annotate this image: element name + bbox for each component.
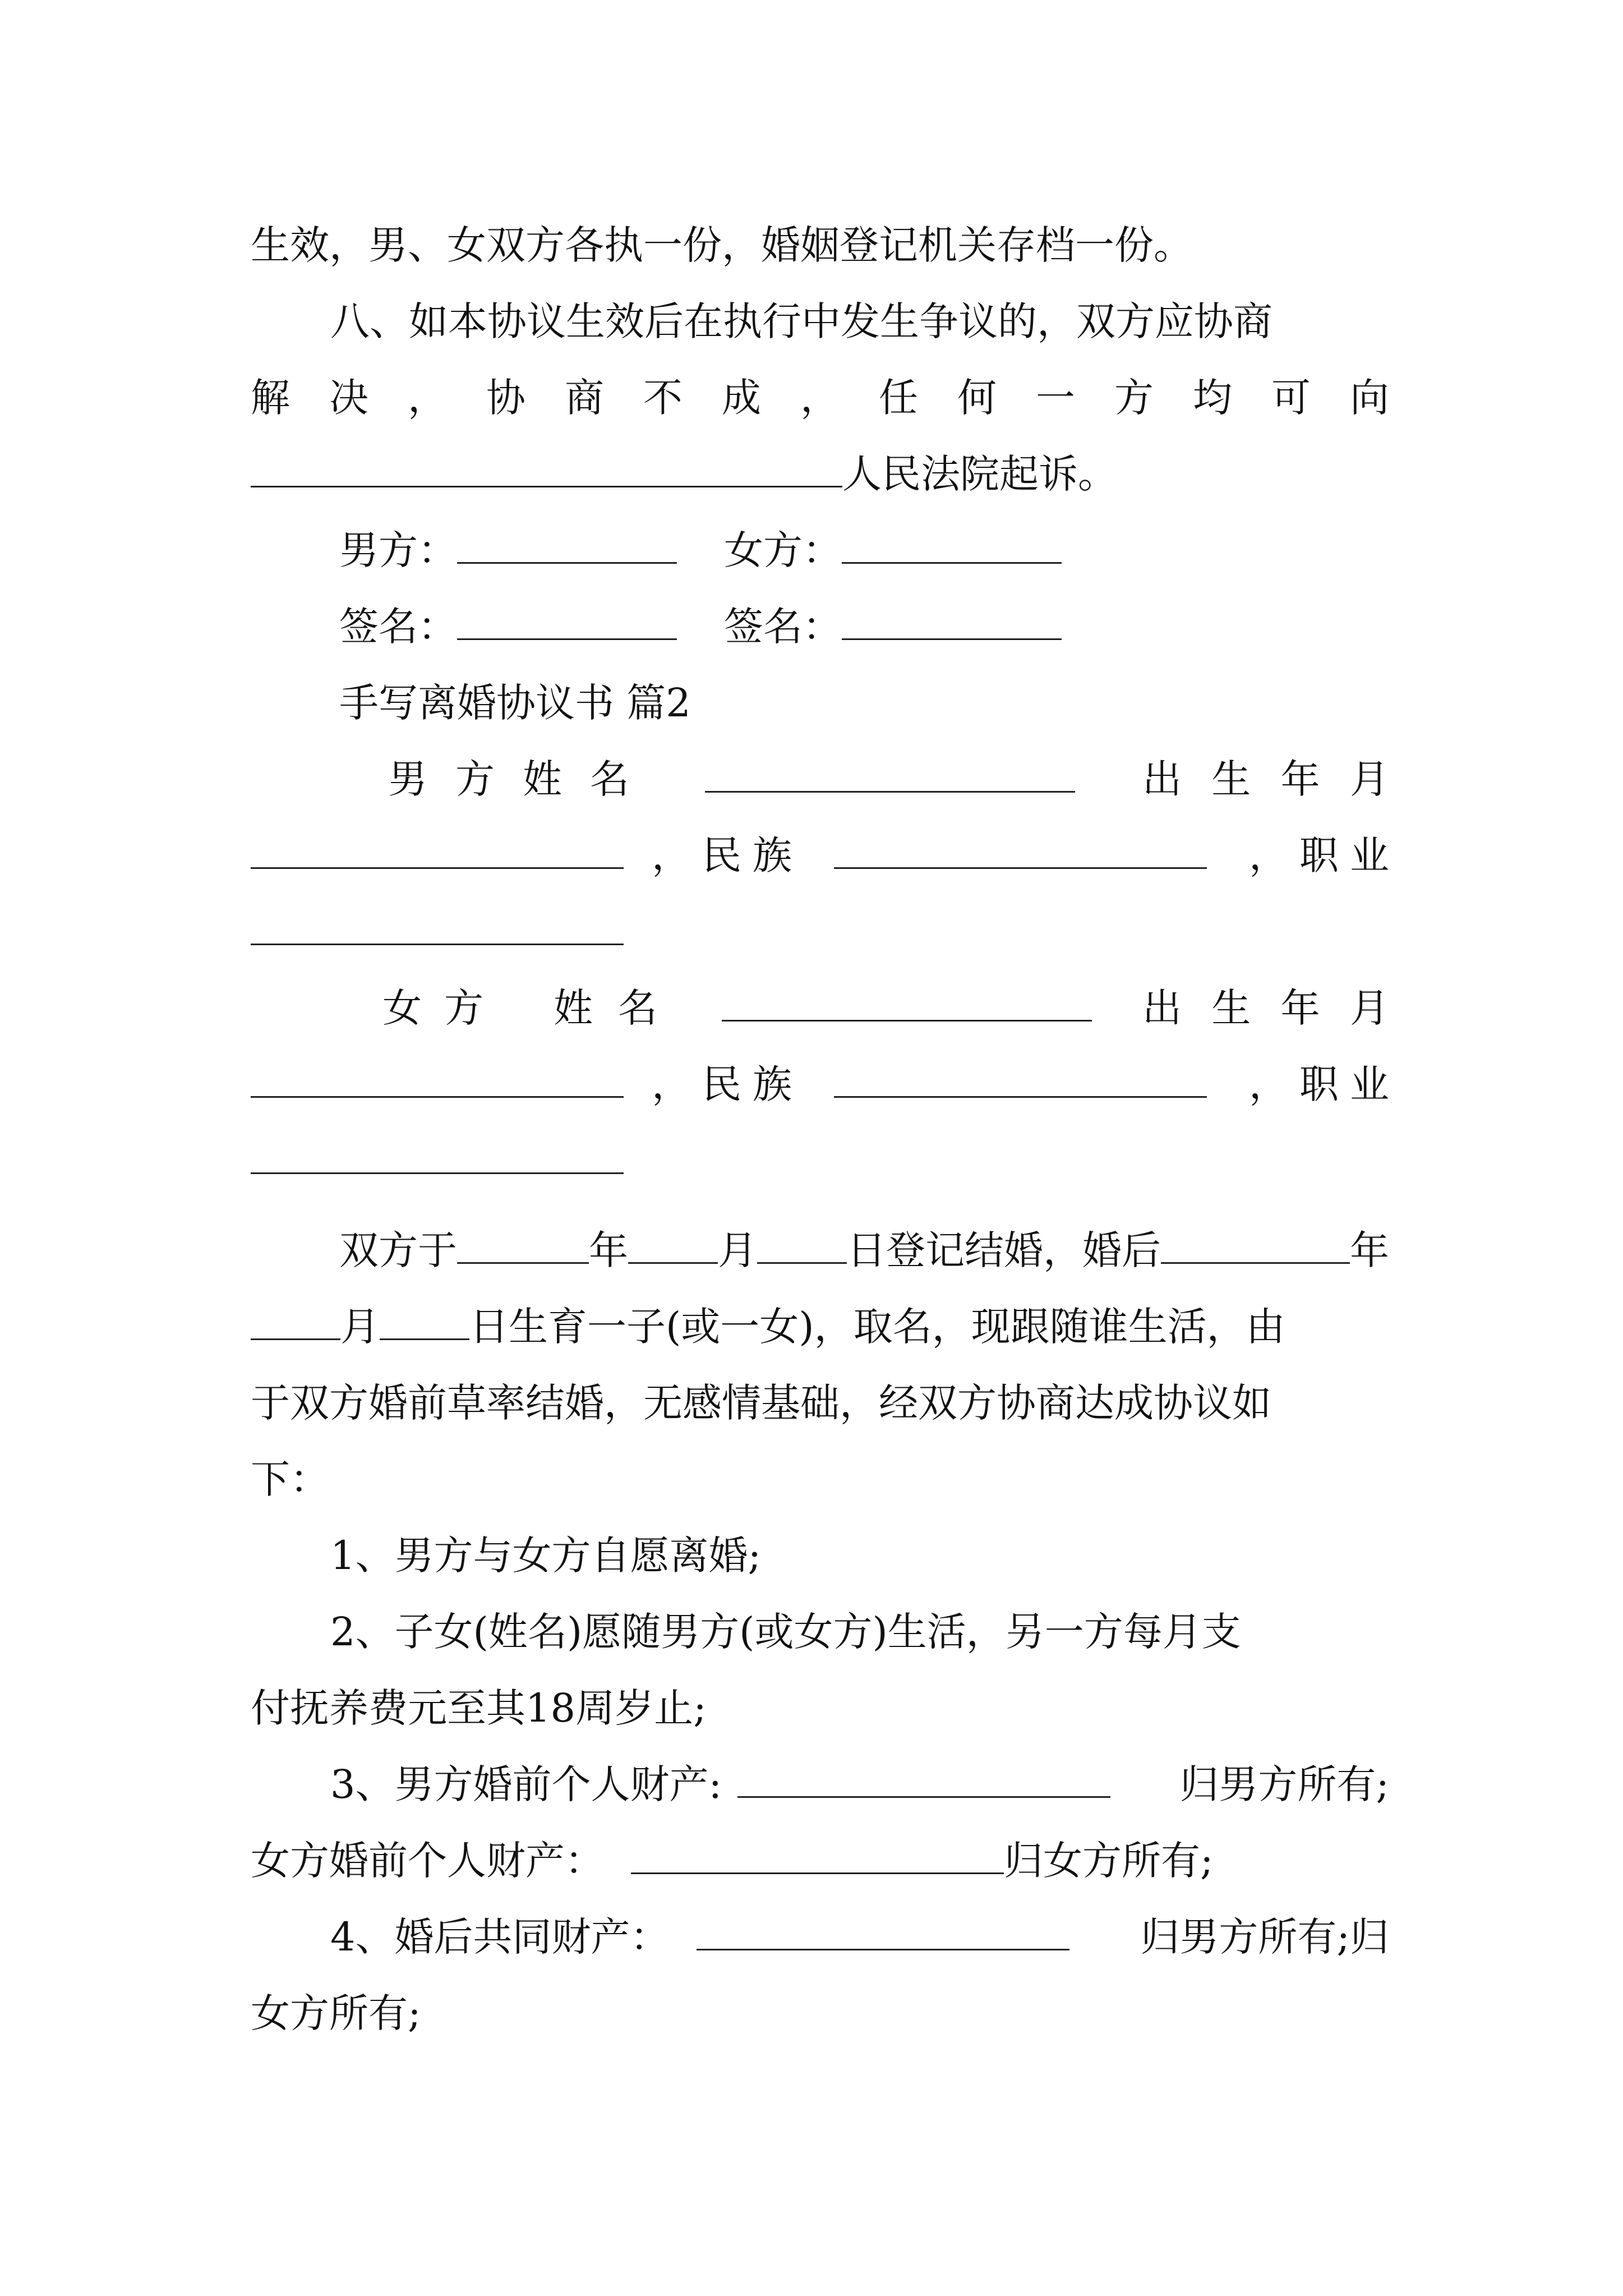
char: 民 [702,832,741,878]
char: 业 [1350,832,1389,878]
female-info-row [251,969,1389,1047]
text: 付抚养费元至其18周岁止; [251,1685,707,1731]
char: 民 [702,1061,741,1107]
male-birth-label [1142,740,1389,818]
char: 职 [1299,832,1339,878]
female-birth-label [1142,969,1389,1047]
male-signature-blank [457,595,677,640]
char: 出 [1142,756,1182,802]
item-4-continued [251,1975,1389,2052]
char: 成 [722,375,761,421]
female-ethnic-blank [834,1052,1207,1098]
text: 双方于 [339,1227,457,1273]
char: 方 [1114,375,1154,421]
text: 月 [340,1304,380,1350]
comma: ， [652,832,691,878]
char: 解 [251,375,290,421]
char: 不 [643,375,683,421]
registration-row [251,1212,1389,1289]
text: 3、男方婚前个人财产: [330,1761,722,1807]
char: 生 [1211,985,1251,1031]
male-label: 男方： [339,527,457,573]
text: 人民法院起诉。 [842,451,1117,497]
marriage-day-blank [757,1218,847,1264]
text: 女方所有; [251,1990,421,2036]
comma: ， [1249,1061,1288,1107]
char: 月 [1349,985,1389,1031]
text: 归男方所有; [1179,1761,1389,1807]
male-birth-blank [251,823,624,869]
party-row [251,512,1389,589]
text: 年 [589,1227,628,1273]
female-ethnic-label [702,1046,792,1123]
male-premarital-property-blank [737,1752,1110,1798]
male-ethnic-row [251,817,1389,894]
char: 协 [486,375,525,421]
char: 姓 [554,985,593,1031]
char: 一 [1036,375,1075,421]
char: 方 [455,756,495,802]
item-4 [251,1898,1389,1976]
female-blank [842,518,1062,564]
court-line [251,435,1389,513]
char: 何 [957,375,997,421]
text: 归男方所有;归 [1140,1914,1389,1960]
text: 4、婚后共同财产： [330,1914,670,1960]
item-3 [251,1746,1389,1823]
female-birth-blank [251,1052,624,1098]
text: 日生育一子(或一女)，取名，现跟随谁生活，由 [469,1304,1285,1350]
child-year-blank [1161,1218,1350,1264]
male-blank [457,518,677,564]
char: 任 [879,375,918,421]
char: 年 [1280,756,1320,802]
marriage-month-blank [628,1218,718,1264]
comma: ， [1249,832,1288,878]
item-2 [251,1593,1389,1671]
char: 向 [1350,375,1389,421]
char: 均 [1193,375,1232,421]
char: 月 [1349,756,1389,802]
female-label: 女方： [724,527,842,573]
char: 生 [1211,756,1251,802]
text: 2、子女(姓名)愿随男方(或女方)生活，另一方每月支 [330,1609,1241,1655]
text: 1、男方与女方自愿离婚; [330,1533,762,1579]
text: 日登记结婚，婚后 [847,1227,1161,1273]
male-info-row [251,740,1389,818]
male-job-blank [251,900,624,945]
char: 女 [382,985,422,1031]
male-name-blank [705,747,1075,793]
female-ethnic-row [251,1046,1389,1123]
char: ， [408,375,447,421]
char: 商 [565,375,604,421]
text: 归女方所有; [1004,1838,1214,1884]
clause-eight-justified-line [251,359,1389,436]
male-ethnic-label [702,817,792,894]
female-signature-blank [842,595,1062,640]
clause-eight-line [251,283,1389,360]
female-job-label [1299,1046,1389,1123]
char: 决 [329,375,368,421]
male-job-row [251,893,1389,970]
char: 可 [1271,375,1311,421]
text: 女方婚前个人财产： [251,1838,604,1884]
text: 于双方婚前草率结婚，无感情基础，经双方协商达成协议如 [251,1380,1271,1426]
court-blank [251,442,842,487]
female-premarital-property-blank [631,1829,1004,1874]
char: 业 [1350,1061,1389,1107]
char: 姓 [523,756,562,802]
item-3-continued [251,1822,1389,1899]
sign-label: 签名： [724,604,842,650]
section-title [251,664,1389,742]
char: 族 [753,832,792,878]
joint-property-blank [697,1905,1069,1950]
male-job-label [1299,817,1389,894]
char: 男 [388,756,427,802]
paragraph-line [251,206,1389,284]
male-name-label [388,740,629,818]
char: 出 [1142,985,1182,1031]
child-month-blank [251,1295,340,1340]
char: 职 [1299,1061,1339,1107]
female-label-a [382,969,483,1047]
female-job-row [251,1122,1389,1199]
item-2-continued [251,1669,1389,1747]
item-1 [251,1517,1389,1594]
char: ， [800,375,840,421]
child-row [251,1288,1389,1365]
reason-row [251,1364,1389,1442]
female-label-b [554,969,657,1047]
text: 年 [1350,1227,1389,1273]
text: 生效，男、女双方各执一份，婚姻登记机关存档一份。 [251,222,1193,268]
female-job-blank [251,1129,624,1174]
sign-label: 签名： [339,604,457,650]
title: 手写离婚协议书 篇2 [339,680,691,726]
text: 下： [251,1456,329,1502]
char: 名 [618,985,657,1031]
female-name-blank [722,976,1092,1022]
char: 年 [1280,985,1320,1031]
char: 名 [590,756,629,802]
below-row [251,1441,1389,1518]
comma: ， [652,1061,691,1107]
text: 八、如本协议生效后在执行中发生争议的，双方应协商 [330,298,1272,344]
male-ethnic-blank [834,823,1207,869]
marriage-year-blank [457,1218,589,1264]
char: 族 [753,1061,792,1107]
signature-row [251,588,1389,665]
child-day-blank [380,1295,469,1340]
char: 方 [444,985,483,1031]
text: 月 [718,1227,757,1273]
